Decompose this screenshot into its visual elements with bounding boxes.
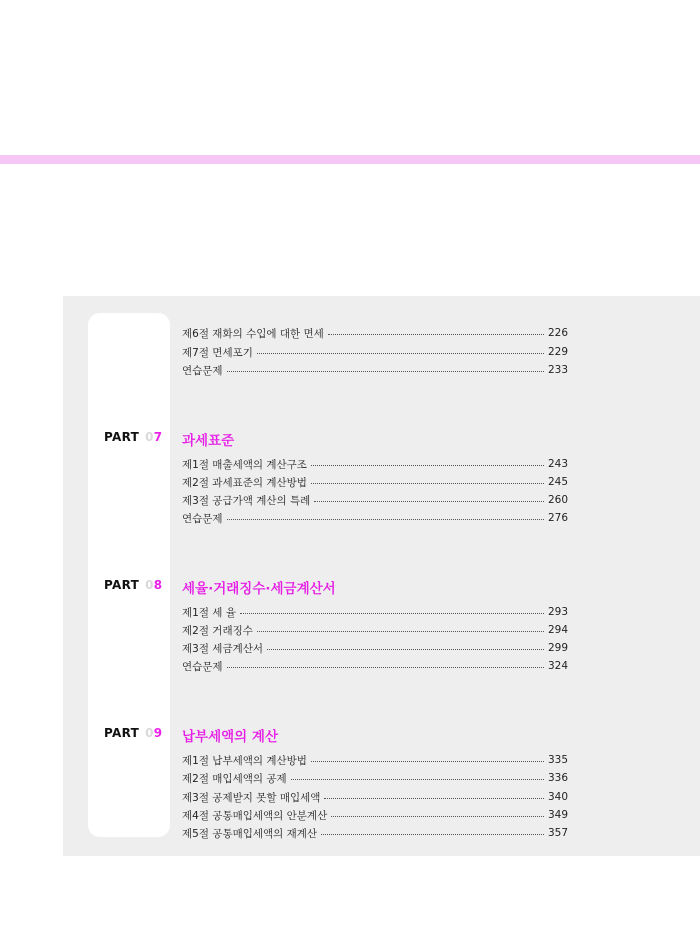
- entry-title: 제1절 매출세액의 계산구조: [182, 458, 307, 471]
- leader-dots: [267, 649, 544, 650]
- leader-dots: [311, 465, 544, 466]
- leader-dots: [257, 353, 544, 354]
- toc-entry[interactable]: [182, 362, 568, 378]
- entry-page: 294: [547, 624, 568, 636]
- leader-dots: [311, 483, 544, 484]
- entry-page: 245: [547, 476, 568, 488]
- toc-entry[interactable]: [182, 658, 568, 674]
- entry-title: 제6절 재화의 수입에 대한 면세: [182, 327, 324, 340]
- part-label: [104, 726, 162, 740]
- part-label: [104, 578, 162, 592]
- leader-dots: [227, 667, 544, 668]
- leader-dots: [314, 501, 544, 502]
- entry-page: 233: [547, 364, 568, 376]
- entry-title: 제1절 세 율: [182, 606, 236, 619]
- entry-page: 336: [547, 772, 568, 784]
- part-title[interactable]: 세율·거래징수·세금계산서: [182, 581, 336, 597]
- entry-page: 276: [547, 512, 568, 524]
- entry-page: 357: [547, 827, 568, 839]
- leader-dots: [291, 779, 544, 780]
- entry-page: 226: [547, 327, 568, 339]
- entry-title: 제2절 거래징수: [182, 624, 253, 637]
- toc-entry[interactable]: [182, 510, 568, 526]
- part-label: [104, 430, 162, 444]
- entry-page: 349: [547, 809, 568, 821]
- part-word: PART: [104, 726, 140, 740]
- toc-entry[interactable]: [182, 604, 568, 620]
- toc-entry[interactable]: [182, 640, 568, 656]
- leader-dots: [331, 816, 544, 817]
- part-number: 07: [145, 430, 163, 444]
- part-title[interactable]: 과세표준: [182, 433, 235, 449]
- toc-entry[interactable]: [182, 807, 568, 823]
- toc-entry[interactable]: [182, 492, 568, 508]
- part-number: 09: [145, 726, 163, 740]
- entry-page: 299: [547, 642, 568, 654]
- entry-title: 제1절 납부세액의 계산방법: [182, 754, 307, 767]
- entry-title: 제3절 세금계산서: [182, 642, 264, 655]
- entry-page: 293: [547, 606, 568, 618]
- entry-page: 335: [547, 754, 568, 766]
- entry-title: 제4절 공통매입세액의 안분계산: [182, 809, 328, 822]
- part-word: PART: [104, 578, 140, 592]
- toc-entry[interactable]: [182, 789, 568, 805]
- leader-dots: [328, 334, 544, 335]
- toc-entry[interactable]: [182, 825, 568, 841]
- entry-title: 제7절 면세포기: [182, 346, 253, 359]
- entry-page: 324: [547, 660, 568, 672]
- part-word: PART: [104, 430, 140, 444]
- part-title[interactable]: 납부세액의 계산: [182, 729, 278, 745]
- leader-dots: [257, 631, 544, 632]
- entry-title: 제3절 공제받지 못할 매입세액: [182, 791, 321, 804]
- entry-page: 260: [547, 494, 568, 506]
- entry-title: 제2절 매입세액의 공제: [182, 772, 287, 785]
- part-number: 08: [145, 578, 163, 592]
- toc-entry[interactable]: [182, 622, 568, 638]
- leader-dots: [324, 798, 544, 799]
- entry-title: 제3절 공급가액 계산의 특례: [182, 494, 311, 507]
- toc-entry[interactable]: [182, 752, 568, 768]
- entry-page: 340: [547, 791, 568, 803]
- leader-dots: [240, 613, 544, 614]
- entry-title: 연습문제: [182, 512, 223, 525]
- entry-page: 229: [547, 346, 568, 358]
- toc-entry[interactable]: [182, 456, 568, 472]
- leader-dots: [227, 371, 544, 372]
- entry-title: 제5절 공통매입세액의 재계산: [182, 827, 318, 840]
- entry-title: 연습문제: [182, 364, 223, 377]
- part-tab-column: [88, 313, 170, 837]
- decorative-band: [0, 155, 700, 164]
- toc-entry[interactable]: [182, 344, 568, 360]
- leader-dots: [227, 519, 544, 520]
- entry-title: 제2절 과세표준의 계산방법: [182, 476, 307, 489]
- toc-entry[interactable]: [182, 474, 568, 490]
- entry-page: 243: [547, 458, 568, 470]
- leader-dots: [321, 834, 544, 835]
- toc-entry[interactable]: [182, 325, 568, 341]
- leader-dots: [311, 761, 544, 762]
- toc-entry[interactable]: [182, 770, 568, 786]
- entry-title: 연습문제: [182, 660, 223, 673]
